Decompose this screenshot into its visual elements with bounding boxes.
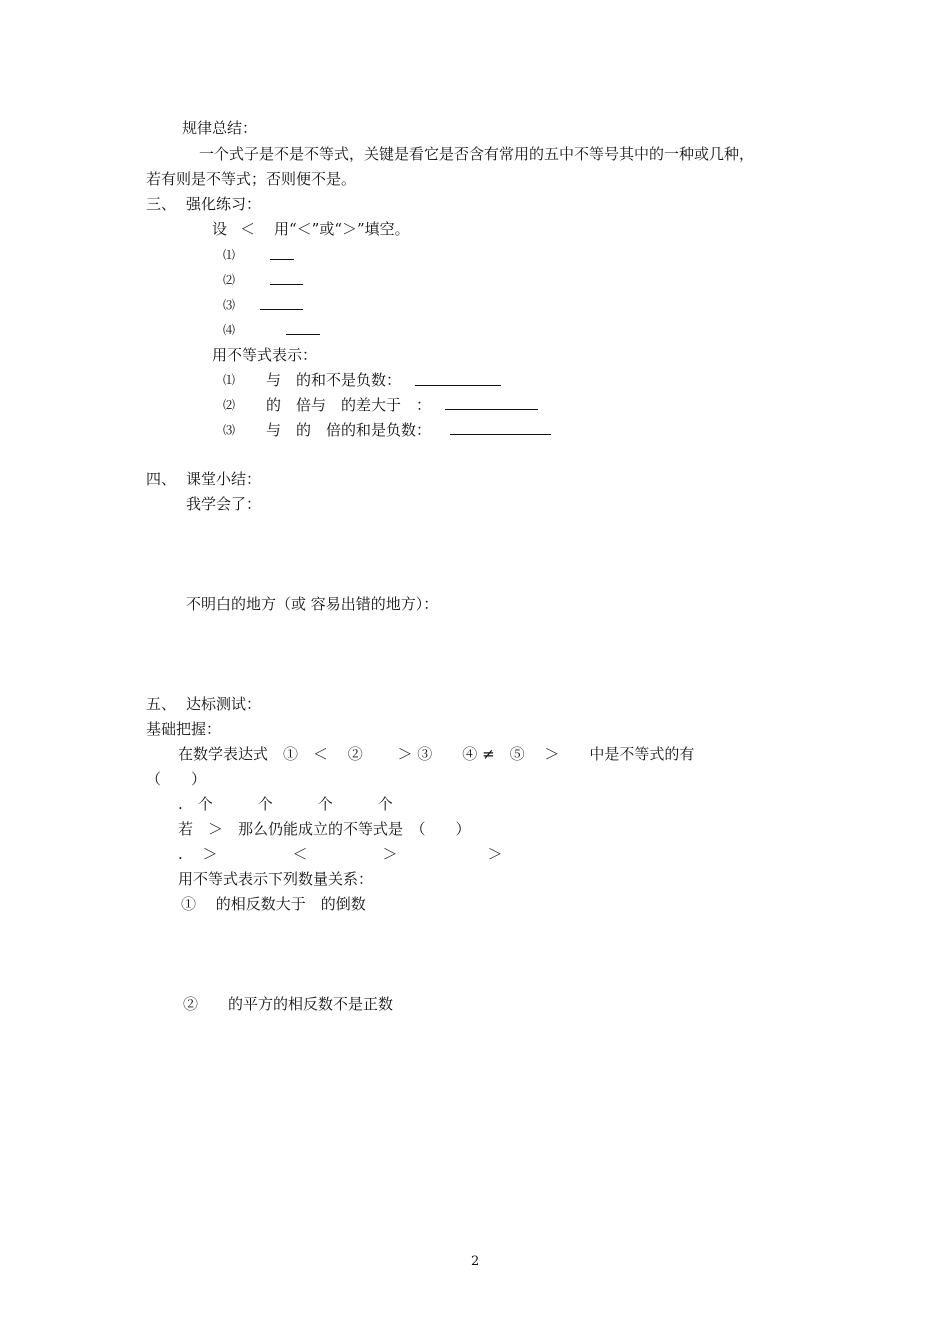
q1-item-1-blank[interactable] — [270, 259, 294, 260]
test-2-options: . ＞ ＜ ＞ ＞ — [178, 845, 503, 863]
q1-item-4-blank[interactable] — [286, 334, 320, 335]
q2-item-2-text: 的 倍与 的差大于 ： — [266, 396, 432, 414]
unclear-prompt: 不明白的地方（或 容易出错的地方）： — [186, 595, 439, 613]
basic-heading: 基础把握： — [146, 720, 222, 738]
q1-symbol: ＜ — [240, 220, 256, 238]
q2-item-3-blank[interactable] — [450, 434, 551, 435]
rule-summary-line-2: 若有则是不等式；否则便不是。 — [146, 170, 357, 188]
test-3-item-1: ① 的相反数大于 的倒数 — [181, 895, 366, 913]
q2-item-3-number: ⑶ — [223, 423, 236, 437]
section-4-number: 四、 — [146, 470, 177, 488]
test-3-item-2: ② 的平方的相反数不是正数 — [183, 995, 394, 1013]
test-1-options: . 个 个 个 个 — [178, 795, 393, 813]
q2-item-1-number: ⑴ — [223, 373, 236, 387]
section-3-title: 强化练习： — [186, 195, 262, 213]
learned-prompt: 我学会了： — [186, 495, 262, 513]
q2-item-2-number: ⑵ — [223, 398, 236, 412]
section-4-title: 课堂小结： — [186, 470, 262, 488]
q2-instruction: 用不等式表示： — [212, 346, 318, 364]
q1-item-2-number: ⑵ — [223, 273, 236, 287]
page-number: 2 — [471, 1254, 480, 1269]
q1-item-1-number: ⑴ — [223, 248, 236, 262]
q2-item-1-blank[interactable] — [415, 385, 501, 386]
q1-instruction: 用“＜”或“＞”填空。 — [274, 220, 410, 238]
q1-item-3-number: ⑶ — [223, 298, 236, 312]
q2-item-2-blank[interactable] — [445, 409, 538, 410]
q2-item-1-text: 与 的和不是负数： — [266, 371, 402, 389]
section-5-title: 达标测试： — [186, 695, 262, 713]
test-1-answer-paren[interactable]: （ ） — [146, 770, 207, 788]
q1-item-4-number: ⑷ — [223, 323, 236, 337]
q1-item-3-blank[interactable] — [260, 309, 303, 310]
q1-item-2-blank[interactable] — [270, 284, 303, 285]
q1-prefix: 设 — [212, 220, 228, 238]
test-2-question: 若 ＞ 那么仍能成立的不等式是 （ ） — [178, 820, 471, 838]
section-3-number: 三、 — [146, 195, 177, 213]
test-3-instruction: 用不等式表示下列数量关系： — [178, 870, 374, 888]
rule-summary-title: 规律总结： — [182, 119, 258, 137]
section-5-number: 五、 — [146, 695, 177, 713]
q2-item-3-text: 与 的 倍的和是负数： — [266, 421, 432, 439]
rule-summary-line-1: 一个式子是不是不等式，关键是看它是否含有常用的五中不等号其中的一种或几种， — [199, 145, 755, 163]
test-1-question: 在数学表达式 ① ＜ ② ＞ ③ ④ ≠ ⑤ ＞ 中是不等式的有 — [178, 745, 695, 763]
